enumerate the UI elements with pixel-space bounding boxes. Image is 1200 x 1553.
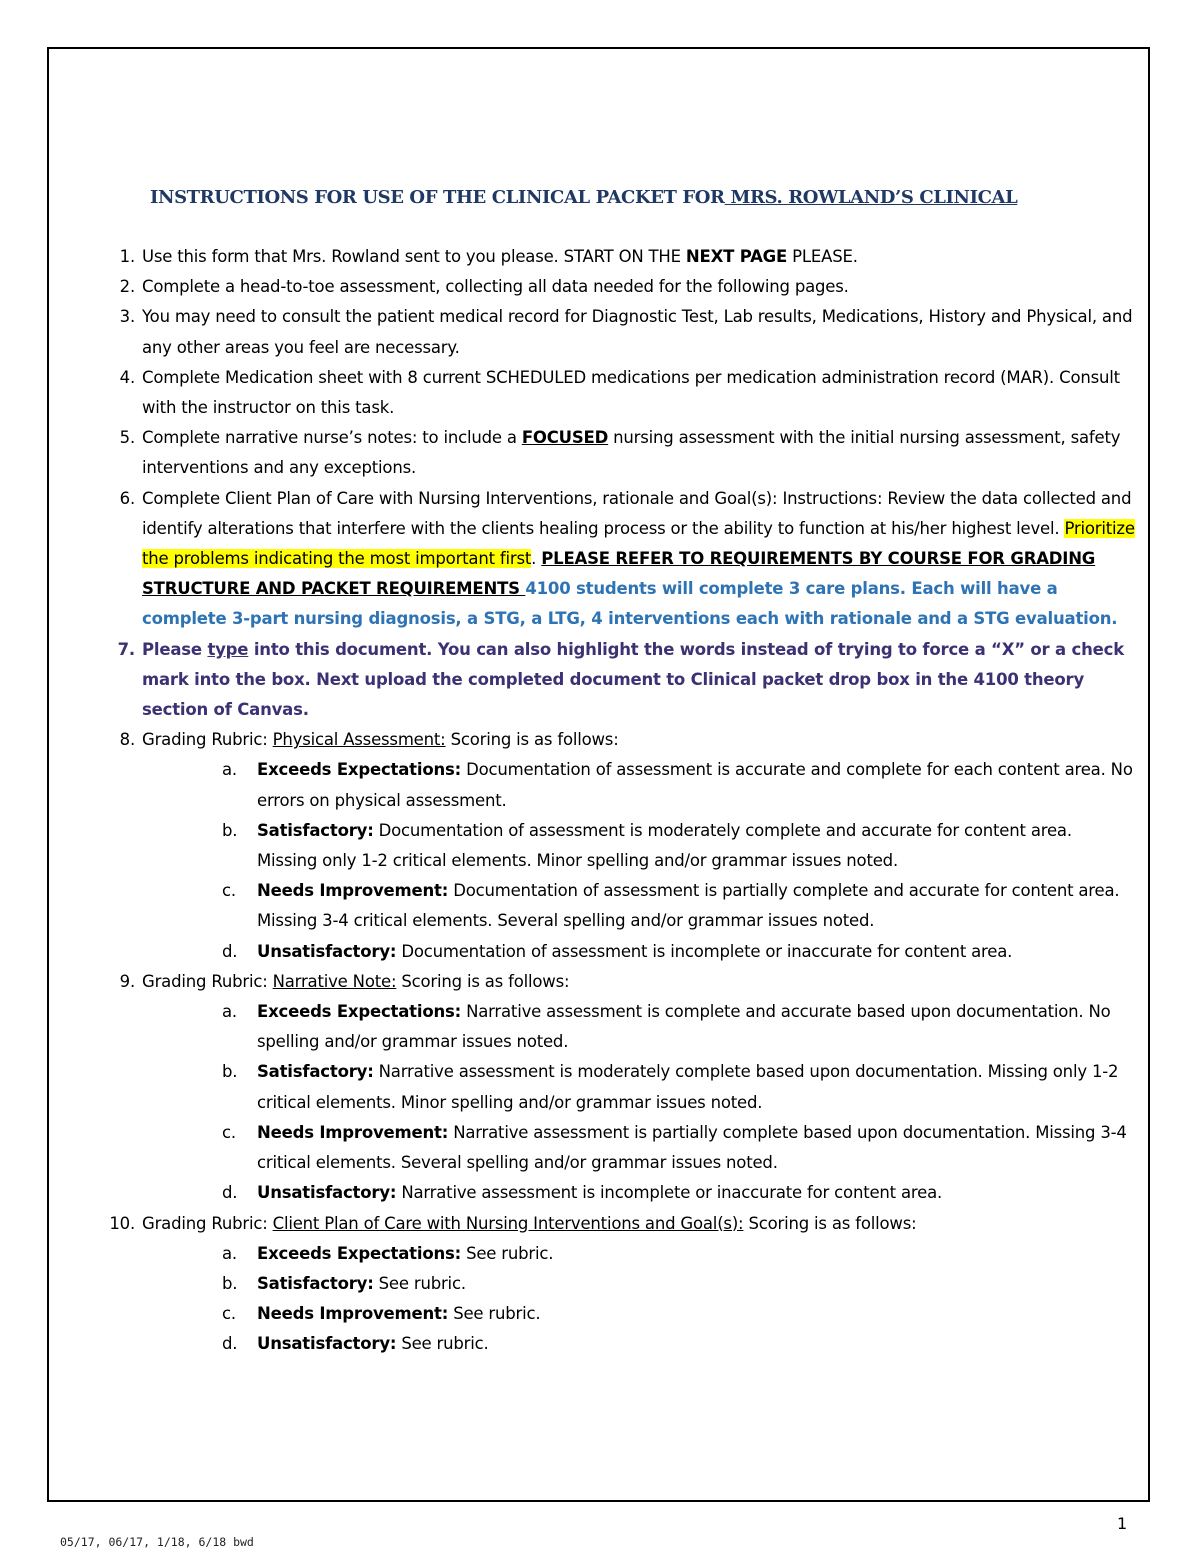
sub-text: Narrative assessment is partially complete based upon documentation. Missing 3-4 critical elements. Several spelling and/or grammar issues noted. xyxy=(257,1122,1127,1173)
title-underlined-text: MRS. ROWLAND’S CLINICAL xyxy=(724,187,1018,208)
item-text: Use this form that Mrs. Rowland sent to you please. START ON THE xyxy=(142,247,686,266)
list-item xyxy=(97,242,1137,272)
list-item xyxy=(97,635,1137,726)
item-number: 3. xyxy=(119,307,135,327)
item-text: PLEASE. xyxy=(787,247,858,266)
item-text: nursing assessment with the initial nursing assessment, safety interventions and any exceptions. xyxy=(142,428,1121,478)
item-number: 9. xyxy=(119,971,135,991)
sub-letter: c. xyxy=(222,1304,236,1324)
sub-letter: c. xyxy=(222,1122,236,1142)
title-text: INSTRUCTIONS FOR USE OF THE CLINICAL PACKET FOR xyxy=(150,187,725,208)
item-number: 6. xyxy=(119,488,135,508)
sub-item xyxy=(142,1178,1137,1208)
item-text: Scoring is as follows: xyxy=(743,1213,917,1233)
sub-item xyxy=(142,1329,1137,1359)
list-item xyxy=(97,423,1137,483)
sub-text: Documentation of assessment is moderately complete and accurate for content area. Missing only 1-2 critical elements. Minor spelling and/or grammar issues noted. xyxy=(257,820,1072,871)
sub-item xyxy=(142,1269,1137,1299)
sub-label: Needs Improvement: xyxy=(257,1304,449,1324)
item-number: 2. xyxy=(119,277,135,297)
sub-label: Exceeds Expectations: xyxy=(257,1243,462,1263)
item-number: 1. xyxy=(119,247,135,266)
list-item xyxy=(97,302,1137,362)
sub-letter: b. xyxy=(222,1273,238,1293)
item-bold-text: NEXT PAGE xyxy=(685,247,788,266)
item-text: Complete Medication sheet with 8 current SCHEDULED medications per medication administration record (MAR). Consult with the instructor on this task. xyxy=(142,367,1120,418)
instructions-list-container xyxy=(97,242,1137,1360)
sub-label: Needs Improvement: xyxy=(257,1122,449,1142)
refer-requirements-text: PLEASE REFER TO REQUIREMENTS BY COURSE FOR GRADING STRUCTURE AND PACKET REQUIREMENTS xyxy=(142,549,1096,599)
sub-text: See rubric. xyxy=(461,1243,554,1263)
sub-letter: a. xyxy=(222,1243,237,1263)
page-number: 1 xyxy=(1117,1514,1128,1533)
item-text: Grading Rubric: xyxy=(142,1213,273,1233)
sub-list xyxy=(142,1239,1137,1360)
sub-item xyxy=(142,1057,1137,1117)
sub-label: Unsatisfactory: xyxy=(257,1183,397,1203)
type-underlined-text: type xyxy=(207,639,249,659)
item-text: Scoring is as follows: xyxy=(396,971,570,991)
list-item xyxy=(97,484,1137,635)
sub-label: Satisfactory: xyxy=(257,820,374,840)
sub-list xyxy=(142,997,1137,1208)
item-text: Complete a head-to-toe assessment, collecting all data needed for the following pages. xyxy=(142,277,849,297)
sub-letter: a. xyxy=(222,760,237,780)
item-text: Complete narrative nurse’s notes: to include a xyxy=(142,428,522,448)
item-number: 7. xyxy=(117,639,135,659)
item-number: 8. xyxy=(119,730,135,750)
sub-item xyxy=(142,997,1137,1057)
list-item xyxy=(97,967,1137,1209)
sub-item xyxy=(142,1239,1137,1269)
item-number: 5. xyxy=(119,428,135,448)
revision-footer: 05/17, 06/17, 1/18, 6/18 bwd xyxy=(60,1535,254,1549)
sub-letter: a. xyxy=(222,1002,237,1022)
sub-text: See rubric. xyxy=(448,1304,541,1324)
sub-text: See rubric. xyxy=(396,1334,489,1354)
sub-letter: d. xyxy=(222,1334,238,1354)
sub-item xyxy=(142,876,1137,936)
sub-label: Needs Improvement: xyxy=(257,881,449,901)
page-title xyxy=(150,187,1110,208)
item-text: Grading Rubric: xyxy=(142,730,273,750)
item-text: Grading Rubric: xyxy=(142,971,273,991)
sub-item xyxy=(142,755,1137,815)
list-item xyxy=(97,272,1137,302)
item-text: You may need to consult the patient medical record for Diagnostic Test, Lab results, Medications, History and Physical, and any other areas you feel are necessary. xyxy=(142,307,1133,357)
instructions-list xyxy=(97,242,1137,1360)
sub-text: Narrative assessment is moderately complete based upon documentation. Missing only 1-2 critical elements. Minor spelling and/or grammar issues noted. xyxy=(257,1062,1119,1112)
sub-label: Exceeds Expectations: xyxy=(257,1002,462,1022)
sub-text: Narrative assessment is incomplete or inaccurate for content area. xyxy=(396,1183,943,1203)
sub-item xyxy=(142,816,1137,876)
sub-text: See rubric. xyxy=(373,1273,466,1293)
sub-label: Unsatisfactory: xyxy=(257,1334,397,1354)
highlighted-text: Prioritize the problems indicating the most important first xyxy=(142,518,1135,569)
item-text: Please xyxy=(142,639,208,659)
sub-letter: d. xyxy=(222,1183,238,1203)
sub-label: Exceeds Expectations: xyxy=(257,760,462,780)
sub-label: Unsatisfactory: xyxy=(257,941,397,961)
sub-text: Narrative assessment is complete and accurate based upon documentation. No spelling and/or grammar issues noted. xyxy=(257,1002,1111,1052)
sub-letter: d. xyxy=(222,941,238,961)
item-text: Scoring is as follows: xyxy=(445,730,619,750)
item-text: Complete Client Plan of Care with Nursing Interventions, rationale and Goal(s): Instructions: Review the data collected and identify alterations that interfere with the clients healing process or the ability to function at his/her highest level. xyxy=(142,488,1132,538)
course-4100-note: 4100 students will complete 3 care plans. Each will have a complete 3-part nursing diagnosis, a STG, a LTG, 4 interventions each with rationale and a STG evaluation. xyxy=(142,579,1118,629)
item-number: 4. xyxy=(119,367,135,387)
list-item xyxy=(97,725,1137,967)
item-bold-underlined-text: FOCUSED xyxy=(521,428,609,448)
list-item xyxy=(97,363,1137,423)
sub-text: Documentation of assessment is partially complete and accurate for content area. Missing 3-4 critical elements. Several spelling and/or grammar issues noted. xyxy=(257,881,1120,931)
sub-letter: b. xyxy=(222,820,238,840)
sub-letter: b. xyxy=(222,1062,238,1082)
rubric-topic: Physical Assessment: xyxy=(272,730,446,750)
item-number: 10. xyxy=(109,1213,135,1233)
sub-item xyxy=(142,1118,1137,1178)
item-text: . xyxy=(531,549,542,569)
sub-item xyxy=(142,937,1137,967)
sub-label: Satisfactory: xyxy=(257,1273,374,1293)
rubric-topic: Client Plan of Care with Nursing Interventions and Goal(s): xyxy=(272,1213,744,1233)
sub-label: Satisfactory: xyxy=(257,1062,374,1082)
sub-letter: c. xyxy=(222,881,236,901)
sub-item xyxy=(142,1299,1137,1329)
list-item xyxy=(97,1209,1137,1360)
sub-text: Documentation of assessment is accurate and complete for each content area. No errors on physical assessment. xyxy=(257,760,1133,810)
sub-text: Documentation of assessment is incomplete or inaccurate for content area. xyxy=(396,941,1013,961)
rubric-topic: Narrative Note: xyxy=(272,971,397,991)
sub-list xyxy=(142,755,1137,966)
item-text: into this document. You can also highlight the words instead of trying to force a “X” or a check mark into the box. Next upload the completed document to Clinical packet drop box in the 4100 theory section of Canvas. xyxy=(142,639,1124,720)
